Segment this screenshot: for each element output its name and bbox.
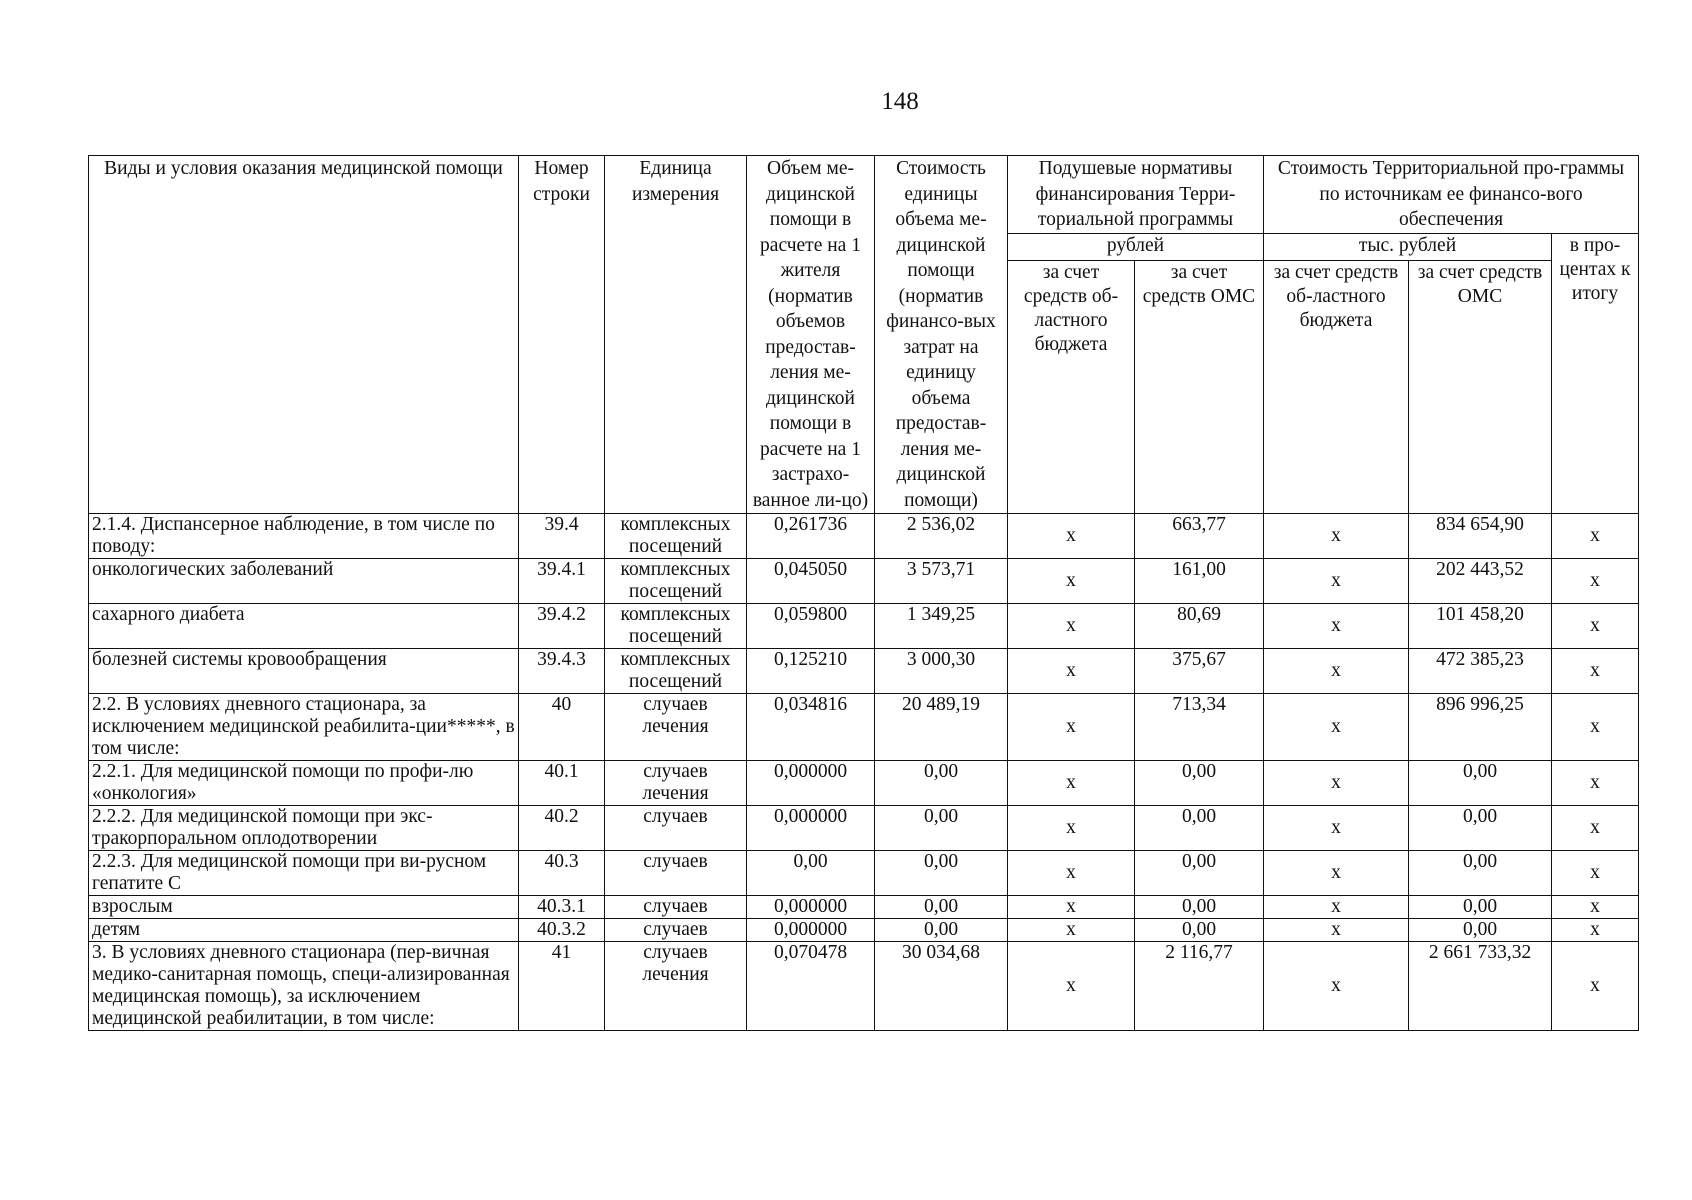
row-percent: х (1552, 649, 1639, 694)
table-row (89, 919, 1639, 942)
row-number: 39.4.3 (519, 649, 605, 694)
row-oms-rub: 0,00 (1135, 851, 1264, 896)
row-regional-tys: х (1264, 761, 1409, 806)
row-cost: 0,00 (875, 806, 1008, 851)
row-number: 39.4.1 (519, 559, 605, 604)
row-regional-rub: х (1008, 514, 1135, 559)
row-unit: случаев (605, 806, 747, 851)
table-row (89, 761, 1639, 806)
page-number: 148 (881, 88, 919, 115)
row-oms-rub: 0,00 (1135, 919, 1264, 942)
row-regional-tys: х (1264, 851, 1409, 896)
header-oms-rub: за счет средств ОМС (1135, 261, 1264, 514)
row-oms-rub: 713,34 (1135, 694, 1264, 761)
header-program-cost: Стоимость Территориальной про-граммы по источникам ее финансо-вого обеспечения (1264, 156, 1639, 234)
header-kinds: Виды и условия оказания медицинской помощи (89, 156, 519, 514)
header-rubles: рублей (1008, 233, 1264, 261)
row-cost: 20 489,19 (875, 694, 1008, 761)
row-oms-tys: 202 443,52 (1409, 559, 1552, 604)
row-unit: комплексных посещений (605, 559, 747, 604)
header-unit: Единица измерения (605, 156, 747, 514)
header-row-number: Номер строки (519, 156, 605, 514)
row-percent: х (1552, 761, 1639, 806)
row-oms-tys: 0,00 (1409, 761, 1552, 806)
row-unit: комплексных посещений (605, 514, 747, 559)
table-row (89, 649, 1639, 694)
row-cost: 30 034,68 (875, 942, 1008, 1031)
row-name: 2.1.4. Диспансерное наблюдение, в том числе по поводу: (89, 514, 519, 559)
row-oms-tys: 472 385,23 (1409, 649, 1552, 694)
row-oms-rub: 2 116,77 (1135, 942, 1264, 1031)
row-unit: случаев лечения (605, 942, 747, 1031)
row-oms-rub: 0,00 (1135, 761, 1264, 806)
row-regional-tys: х (1264, 806, 1409, 851)
row-volume: 0,261736 (747, 514, 875, 559)
row-percent: х (1552, 942, 1639, 1031)
row-volume: 0,000000 (747, 806, 875, 851)
row-name: сахарного диабета (89, 604, 519, 649)
row-oms-tys: 0,00 (1409, 806, 1552, 851)
table-row (89, 604, 1639, 649)
table-row (89, 942, 1639, 1031)
row-oms-tys: 0,00 (1409, 851, 1552, 896)
row-cost: 2 536,02 (875, 514, 1008, 559)
header-percent: в про-центах к итогу (1552, 233, 1639, 514)
table-row (89, 514, 1639, 559)
row-unit: случаев (605, 896, 747, 919)
row-cost: 1 349,25 (875, 604, 1008, 649)
row-regional-tys: х (1264, 604, 1409, 649)
row-cost: 0,00 (875, 896, 1008, 919)
row-name: 2.2.3. Для медицинской помощи при ви-русном гепатите С (89, 851, 519, 896)
row-regional-tys: х (1264, 649, 1409, 694)
row-name: 2.2. В условиях дневного стационара, за исключением медицинской реабилита-ции*****, в том числе: (89, 694, 519, 761)
header-thousand-rubles: тыс. рублей (1264, 233, 1552, 261)
row-regional-tys: х (1264, 919, 1409, 942)
row-number: 41 (519, 942, 605, 1031)
row-number: 40.3.1 (519, 896, 605, 919)
row-name: 2.2.2. Для медицинской помощи при экс-тракорпоральном оплодотворении (89, 806, 519, 851)
row-volume: 0,000000 (747, 761, 875, 806)
row-name: детям (89, 919, 519, 942)
row-volume: 0,045050 (747, 559, 875, 604)
row-regional-rub: х (1008, 694, 1135, 761)
table-row (89, 806, 1639, 851)
row-regional-rub: х (1008, 649, 1135, 694)
row-number: 40.2 (519, 806, 605, 851)
row-percent: х (1552, 604, 1639, 649)
header-unit-cost: Стоимость единицы объема ме-дицинской помощи (норматив финансо-вых затрат на единицу объема предостав-ления ме-дицинской помощи) (875, 156, 1008, 514)
row-cost: 0,00 (875, 919, 1008, 942)
row-volume: 0,000000 (747, 896, 875, 919)
row-regional-tys: х (1264, 942, 1409, 1031)
row-cost: 0,00 (875, 761, 1008, 806)
row-volume: 0,070478 (747, 942, 875, 1031)
row-oms-rub: 80,69 (1135, 604, 1264, 649)
row-oms-tys: 0,00 (1409, 919, 1552, 942)
row-oms-tys: 101 458,20 (1409, 604, 1552, 649)
table-row (89, 896, 1639, 919)
row-volume: 0,00 (747, 851, 875, 896)
row-name: взрослым (89, 896, 519, 919)
row-volume: 0,059800 (747, 604, 875, 649)
row-percent: х (1552, 806, 1639, 851)
row-oms-rub: 161,00 (1135, 559, 1264, 604)
row-unit: случаев (605, 851, 747, 896)
table-row (89, 559, 1639, 604)
row-percent: х (1552, 559, 1639, 604)
row-oms-tys: 834 654,90 (1409, 514, 1552, 559)
row-regional-rub: х (1008, 942, 1135, 1031)
row-regional-tys: х (1264, 896, 1409, 919)
header-regional-budget-tys: за счет средств об-ластного бюджета (1264, 261, 1409, 514)
row-unit: случаев лечения (605, 761, 747, 806)
row-unit: комплексных посещений (605, 604, 747, 649)
row-percent: х (1552, 694, 1639, 761)
row-oms-tys: 896 996,25 (1409, 694, 1552, 761)
table-body (89, 514, 1639, 1031)
row-percent: х (1552, 896, 1639, 919)
row-regional-rub: х (1008, 851, 1135, 896)
row-volume: 0,125210 (747, 649, 875, 694)
row-oms-tys: 2 661 733,32 (1409, 942, 1552, 1031)
row-number: 40.3.2 (519, 919, 605, 942)
header-volume: Объем ме-дицинской помощи в расчете на 1 жителя (норматив объемов предостав-ления ме-дицинской помощи в расчете на 1 застрахо-ванное ли-цо) (747, 156, 875, 514)
row-oms-rub: 375,67 (1135, 649, 1264, 694)
row-oms-rub: 0,00 (1135, 806, 1264, 851)
row-oms-rub: 663,77 (1135, 514, 1264, 559)
row-name: болезней системы кровообращения (89, 649, 519, 694)
row-regional-rub: х (1008, 559, 1135, 604)
row-cost: 3 573,71 (875, 559, 1008, 604)
row-regional-rub: х (1008, 604, 1135, 649)
row-cost: 0,00 (875, 851, 1008, 896)
table-row (89, 851, 1639, 896)
row-unit: случаев (605, 919, 747, 942)
header-per-capita-norms: Подушевые нормативы финансирования Терри-ториальной программы (1008, 156, 1264, 234)
row-regional-tys: х (1264, 694, 1409, 761)
row-regional-rub: х (1008, 761, 1135, 806)
row-unit: случаев лечения (605, 694, 747, 761)
row-number: 39.4.2 (519, 604, 605, 649)
table-header (89, 156, 1639, 514)
row-number: 40.1 (519, 761, 605, 806)
row-number: 39.4 (519, 514, 605, 559)
row-percent: х (1552, 919, 1639, 942)
row-number: 40.3 (519, 851, 605, 896)
row-oms-tys: 0,00 (1409, 896, 1552, 919)
row-volume: 0,000000 (747, 919, 875, 942)
row-regional-tys: х (1264, 514, 1409, 559)
row-volume: 0,034816 (747, 694, 875, 761)
row-name: онкологических заболеваний (89, 559, 519, 604)
row-name: 3. В условиях дневного стационара (пер-вичная медико-санитарная помощь, специ-ализированная медицинская помощь), за исключением медицинской реабилитации, в том числе: (89, 942, 519, 1031)
row-oms-rub: 0,00 (1135, 896, 1264, 919)
row-cost: 3 000,30 (875, 649, 1008, 694)
row-percent: х (1552, 851, 1639, 896)
row-percent: х (1552, 514, 1639, 559)
header-oms-tys: за счет средств ОМС (1409, 261, 1552, 514)
table-row (89, 694, 1639, 761)
financing-table (88, 155, 1639, 1031)
header-regional-budget-rub: за счет средств об-ластного бюджета (1008, 261, 1135, 514)
row-regional-rub: х (1008, 896, 1135, 919)
row-name: 2.2.1. Для медицинской помощи по профи-лю «онкология» (89, 761, 519, 806)
row-regional-rub: х (1008, 806, 1135, 851)
row-number: 40 (519, 694, 605, 761)
row-regional-rub: х (1008, 919, 1135, 942)
row-regional-tys: х (1264, 559, 1409, 604)
row-unit: комплексных посещений (605, 649, 747, 694)
